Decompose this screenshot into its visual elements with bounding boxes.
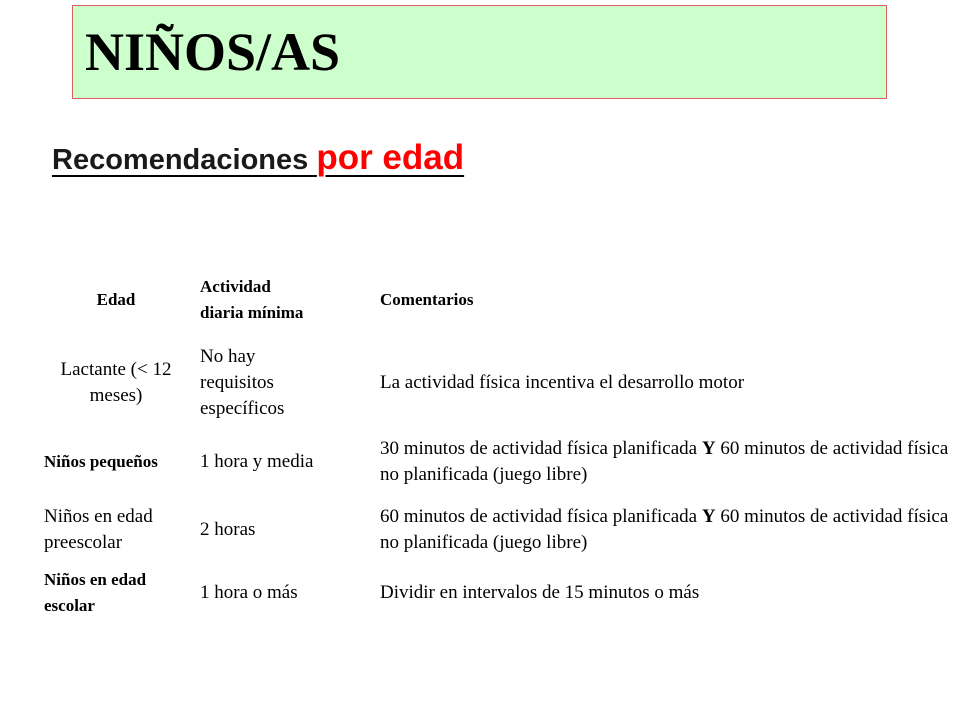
cell-comentarios-pre: 30 minutos de actividad física planificada xyxy=(380,438,702,459)
header-comentarios: Comentarios xyxy=(380,290,474,309)
cell-comentarios-y: Y xyxy=(701,438,716,459)
table-header-row xyxy=(38,262,958,338)
header-actividad-label: Actividad diaria mínima xyxy=(200,277,304,322)
table-row xyxy=(38,496,958,564)
title-banner xyxy=(72,5,887,99)
cell-comentarios xyxy=(374,504,958,556)
cell-actividad: 2 horas xyxy=(200,519,256,540)
cell-edad-text: Lactante (< 12 meses) xyxy=(60,359,172,406)
cell-comentarios-post: 60 minutos de actividad física no planificada (juego libre) xyxy=(380,506,949,553)
subtitle xyxy=(52,134,464,189)
page-title: NIÑOS/AS xyxy=(85,22,341,82)
cell-comentarios: Dividir en intervalos de 15 minutos o más xyxy=(380,582,700,603)
cell-comentarios-pre: 60 minutos de actividad física planificada xyxy=(380,506,702,527)
recommendations-table xyxy=(38,262,958,622)
cell-comentarios-y: Y xyxy=(701,506,716,527)
header-edad: Edad xyxy=(96,290,136,309)
cell-actividad-text: No hay requisitos específicos xyxy=(200,346,285,419)
cell-comentarios xyxy=(374,436,958,488)
cell-edad xyxy=(38,567,194,619)
cell-edad-text: Niños pequeños xyxy=(44,452,158,471)
cell-edad xyxy=(38,357,194,409)
cell-edad xyxy=(38,449,194,475)
cell-edad-text: Niños en edad escolar xyxy=(44,570,147,615)
cell-actividad: 1 hora y media xyxy=(200,451,314,472)
table-row xyxy=(38,428,958,496)
table-row xyxy=(38,338,958,428)
subtitle-accent: por edad xyxy=(316,138,465,177)
header-actividad xyxy=(194,274,374,326)
cell-edad-text: Niños en edad preescolar xyxy=(44,506,153,553)
cell-comentarios-post: 60 minutos de actividad física no planificada (juego libre) xyxy=(380,438,949,485)
cell-actividad: 1 hora o más xyxy=(200,582,298,603)
table-row xyxy=(38,564,958,622)
cell-actividad xyxy=(194,344,374,422)
subtitle-main: Recomendaciones xyxy=(52,144,317,176)
cell-edad xyxy=(38,504,194,556)
cell-comentarios: La actividad física incentiva el desarrollo motor xyxy=(380,372,745,393)
